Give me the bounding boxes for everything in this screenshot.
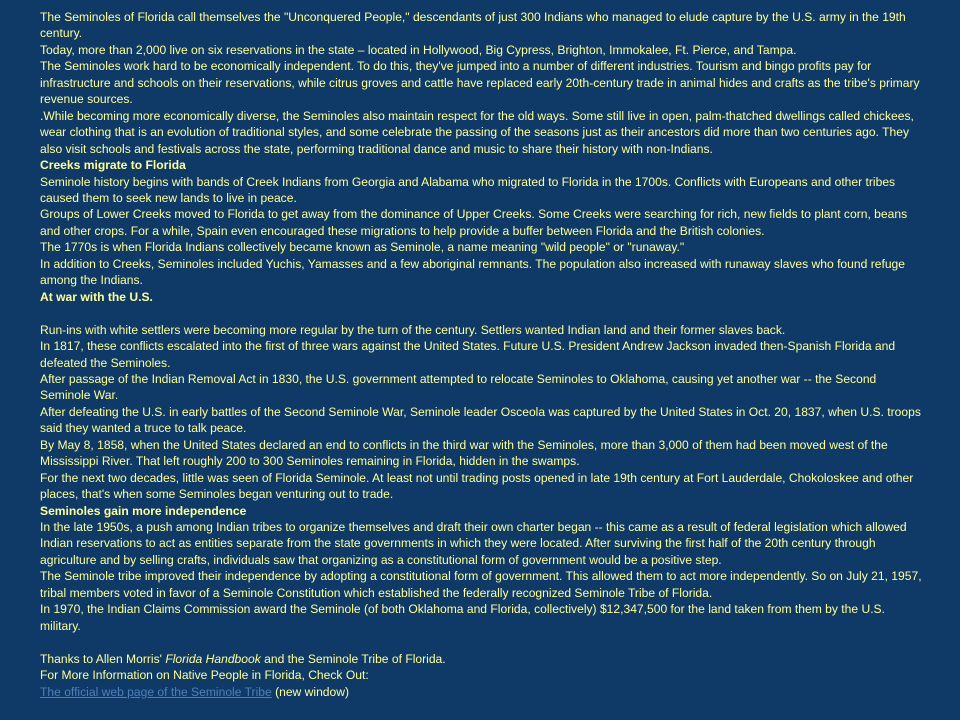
spacer [40, 305, 928, 321]
war-paragraph-6: For the next two decades, little was seen of Florida Seminole. At least not until trading posts opened in late 19th century at Fort Lauderdale, Chokoloskee and other places, that's when some Seminoles began venturing out to trade. [40, 470, 914, 502]
war-paragraph-5: By May 8, 1858, when the United States declared an end to conflicts in the third war with the Seminoles, more than 3,000 of them had been moved west of the Mississippi River. That left roughly 200 to 300 Seminoles remaining in Florida, hidden in the swamps. [40, 437, 888, 469]
creeks-paragraph-1: Seminole history begins with bands of Creek Indians from Georgia and Alabama who migrated to Florida in the 1700s. Conflicts with Europeans and other tribes caused them to seek new lands to live in peace. [40, 174, 896, 205]
independence-paragraph-3: In 1970, the Indian Claims Commission award the Seminole (of both Oklahoma and Florida, collectively) $12,347,500 for the land taken from them by the U.S. military. [40, 602, 885, 633]
intro-paragraph-4: .While becoming more economically diverse, the Seminoles also maintain respect for the old ways. Some still live in open, palm-thatched dwellings called chickees, wear clothing that is an evolution of traditional styles, and some celebrate the passing of the seasons just as their ancestors did more than two centuries ago. They also visit schools and festivals across the state, performing traditional dance and music to share their history with non-Indians. [40, 108, 914, 156]
war-paragraph-4: After defeating the U.S. in early battles of the Second Seminole War, Seminole leader Osceola was captured by the United States in Oct. 20, 1837, when U.S. troops said they wanted a truce to talk peace. [40, 404, 921, 436]
intro-paragraph-2: Today, more than 2,000 live on six reservations in the state – located in Hollywood, Big Cypress, Brighton, Immokalee, Ft. Pierce, and Tampa. [40, 42, 797, 57]
intro-paragraph-1: The Seminoles of Florida call themselves the "Unconquered People," descendants of just 300 Indians who managed to elude capture by the U.S. army in the 19th century. [40, 10, 906, 41]
seminole-tribe-link[interactable]: The official web page of the Seminole Tribe [40, 684, 272, 699]
independence-paragraph-2: The Seminole tribe improved their independence by adopting a constitutional form of government. This allowed them to act more independently. So on July 21, 1957, tribal members voted in favor of a Seminole Constitution which established the federally recognized Seminole Tribe of Florida. [40, 569, 922, 600]
thanks-text-before: Thanks to Allen Morris' [40, 651, 166, 666]
independence-paragraph-1: In the late 1950s, a push among Indian tribes to organize themselves and draft their own charter began -- this came as a result of federal legislation which allowed Indian reservations to act as entities separate from the state governments in which they were located. After surviving the first half of the 20th century through agriculture and by selling crafts, individuals saw that organizing as a constitutional form of government would be a positive step. [40, 520, 907, 567]
heading-independence: Seminoles gain more independence [40, 503, 247, 518]
thanks-text-after: and the Seminole Tribe of Florida. [260, 651, 446, 666]
link-suffix: (new window) [271, 684, 350, 699]
intro-paragraph-3: The Seminoles work hard to be economically independent. To do this, they've jumped into a number of different industries. Tourism and bingo profits pay for infrastructure and schools on their reservations, while citrus groves and cattle have replaced early 20th-century trade in animal hides and crafts as the tribe's primary revenue sources. [40, 59, 920, 107]
spacer [40, 634, 928, 650]
creeks-paragraph-3: The 1770s is when Florida Indians collectively became known as Seminole, a name meaning "wild people" or "runaway." [40, 240, 685, 255]
creeks-paragraph-4: In addition to Creeks, Seminoles included Yuchis, Yamasses and a few aboriginal remnants. The population also increased with runaway slaves who found refuge among the Indians. [40, 256, 905, 288]
creeks-paragraph-2: Groups of Lower Creeks moved to Florida to get away from the dominance of Upper Creeks. Some Creeks were searching for rich, new fields to plant corn, beans and other crops. For a while, Spain even encouraged these migrations to help provide a buffer between Florida and the British colonies. [40, 207, 908, 238]
heading-at-war: At war with the U.S. [40, 289, 153, 304]
war-paragraph-1: Run-ins with white settlers were becoming more regular by the turn of the century. Settlers wanted Indian land and their former slaves back. [40, 322, 786, 337]
more-info-line: For More Information on Native People in Florida, Check Out: [40, 668, 369, 683]
article [40, 9, 928, 700]
book-title: Florida Handbook [165, 651, 261, 666]
war-paragraph-2: In 1817, these conflicts escalated into the first of three wars against the United States. Future U.S. President Andrew Jackson invaded then-Spanish Florida and defeated the Seminoles. [40, 339, 896, 370]
heading-creeks-migrate: Creeks migrate to Florida [40, 158, 186, 173]
link-line [40, 684, 928, 700]
war-paragraph-3: After passage of the Indian Removal Act in 1830, the U.S. government attempted to relocate Seminoles to Oklahoma, causing yet another war -- the Second Seminole War. [40, 371, 877, 403]
thanks-line [40, 651, 928, 667]
